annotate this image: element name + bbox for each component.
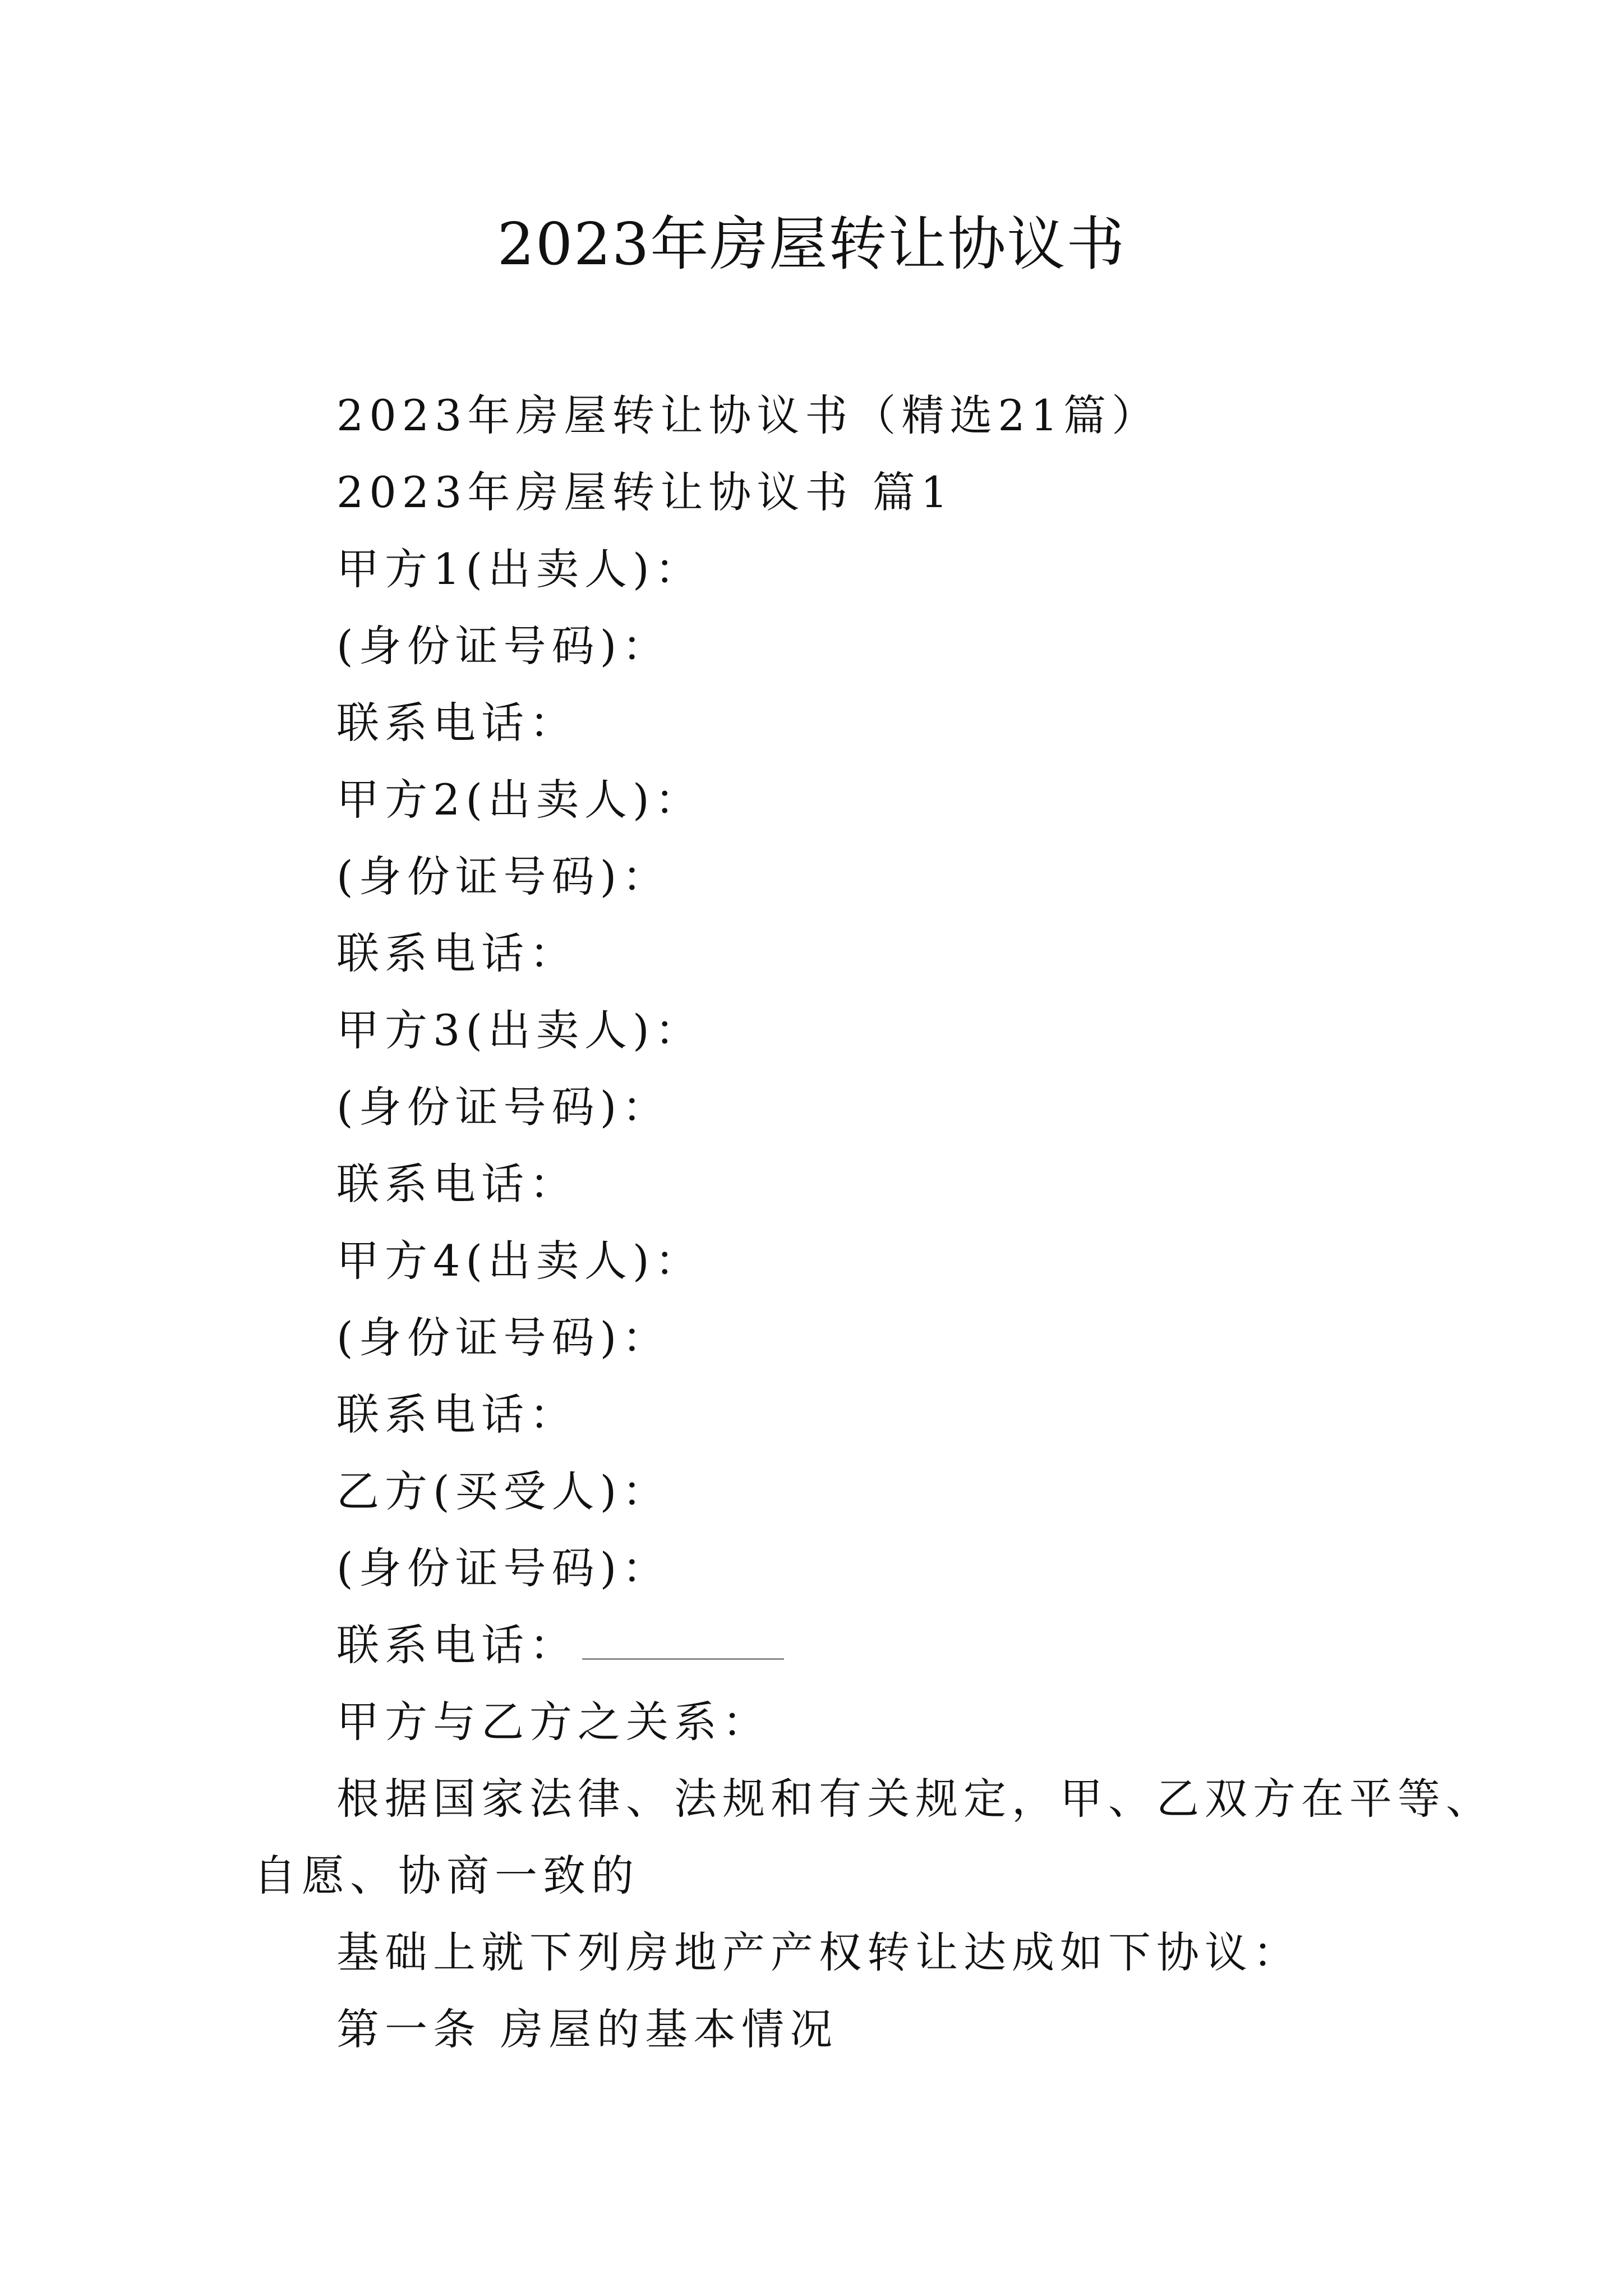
document-body [253,377,1494,2068]
text-line: 乙方(买受人)： [336,1466,671,1516]
text-line: (身份证号码)： [336,621,671,671]
fill-in-blank [582,1619,784,1660]
text-line: (身份证号码)： [336,1082,671,1132]
document-title: 2023年房屋转让协议书 [497,210,1126,278]
text-line: 自愿、协商一致的 [253,1851,639,1901]
text-line: (身份证号码)： [336,1313,671,1363]
text-line: 联系电话： [336,928,578,978]
text-line: 基础上就下列房地产产权转让达成如下协议： [336,1927,1301,1977]
text-line: 甲方2(出卖人)： [336,775,703,825]
text-line: 第一条 房屋的基本情况 [336,2004,838,2054]
text-line: 甲方与乙方之关系： [336,1697,771,1747]
text-line: 2023年房屋转让协议书 篇1 [336,467,953,517]
text-line: 联系电话： [336,698,578,748]
text-line: 2023年房屋转让协议书（精选21篇） [336,390,1160,440]
text-line: 联系电话： [336,1389,578,1439]
phone-line-with-blank [253,1607,1431,1683]
text-line: 联系电话： [336,1159,578,1209]
text-line: 联系电话： [336,1620,578,1670]
text-line: 甲方3(出卖人)： [336,1005,703,1055]
text-line: 根据国家法律、法规和有关规定，甲、乙双方在平等、 [336,1774,1494,1824]
text-line: (身份证号码)： [336,1543,671,1593]
text-line: 甲方4(出卖人)： [336,1236,703,1286]
text-line: (身份证号码)： [336,852,671,901]
text-line: 甲方1(出卖人)： [336,544,703,594]
